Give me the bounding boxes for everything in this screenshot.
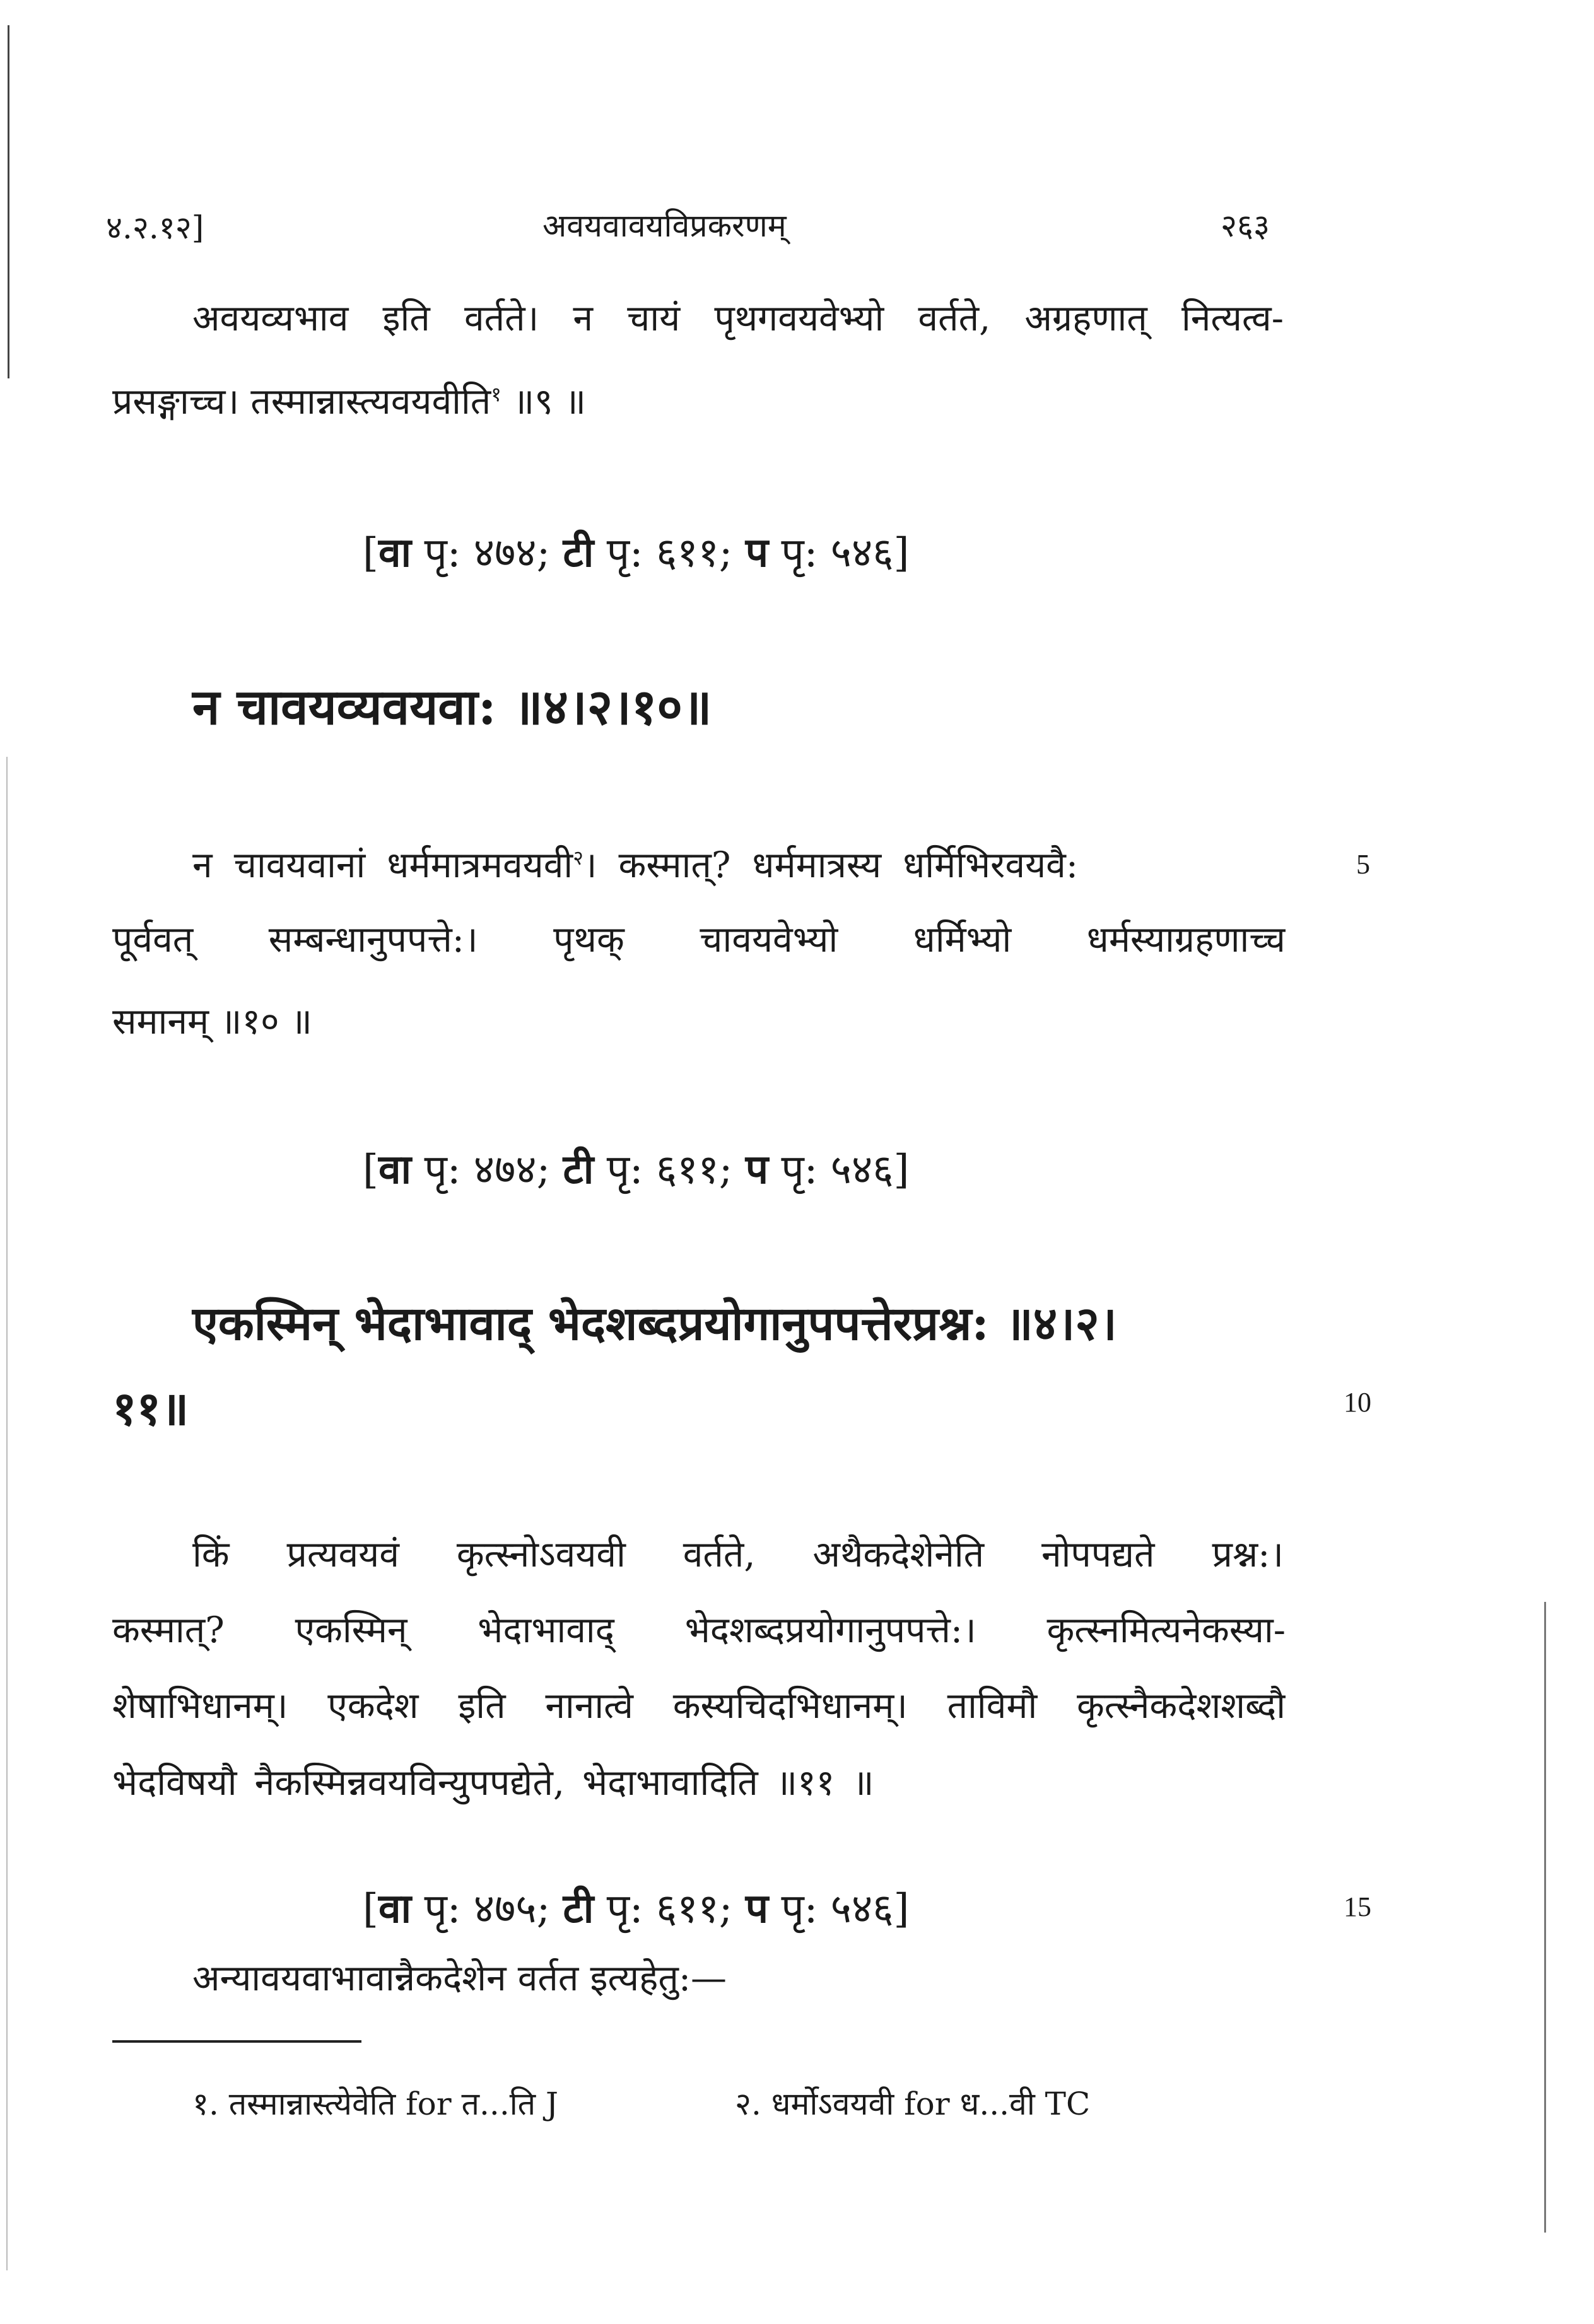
ref-bracket: [	[363, 1147, 378, 1193]
ref-bracket: [	[363, 530, 378, 576]
ref-va-page: पृ: ४७४;	[411, 530, 563, 576]
scan-edge-left-lower	[6, 757, 8, 2270]
commentary-para3-line4: भेदविषयौ नैकस्मिन्नवयविन्युपपद्येते, भेदाभावादिति ॥११ ॥	[112, 1762, 874, 1804]
running-header-section: ४.२.१२]	[106, 209, 204, 246]
ref-va: वा	[378, 529, 412, 576]
commentary-para1-line2	[112, 375, 586, 424]
ref-pa-page: पृ: ५४६]	[768, 530, 910, 576]
ref-pa-page: पृ: ५४६]	[768, 1147, 910, 1193]
page-number: २६३	[1221, 207, 1270, 244]
sutra-11-line2: ११॥	[112, 1382, 189, 1436]
ref-pa: प	[745, 529, 769, 576]
sutra-10: न चावयव्यवयवा: ॥४।२।१०॥	[192, 679, 712, 736]
ref-ti: टी	[563, 529, 594, 576]
commentary-para1-line1: अवयव्यभाव इति वर्तते। न चायं पृथगवयवेभ्यो वर्तते, अग्रहणात् नित्यत्व-	[192, 298, 1284, 339]
footnote-1: १. तस्मान्नास्त्येवेति for त...ति J	[192, 2086, 559, 2122]
commentary-para4-line1: अन्यावयवाभावान्नैकदेशेन वर्तत इत्यहेतु:—	[192, 1958, 727, 1999]
reference-line-3	[363, 1879, 909, 1934]
ref-va: वा	[378, 1146, 412, 1193]
ref-va-page: पृ: ४७४;	[411, 1147, 563, 1193]
commentary-para2-line2: पूर्ववत् सम्बन्धानुपपत्ते:। पृथक् चावयवेभ्यो धर्मिभ्यो धर्मस्याग्रहणाच्च	[112, 919, 1286, 961]
para2-line1-text: न चावयवानां धर्ममात्रमवयवी	[192, 844, 573, 886]
ref-pa-page: पृ: ५४६]	[768, 1886, 910, 1932]
footnote-marker-1: १	[491, 382, 501, 406]
ref-ti-page: पृ: ६११;	[594, 1147, 746, 1193]
sutra-11-line1: एकस्मिन् भेदाभावाद् भेदशब्दप्रयोगानुपपत्तेरप्रश्न: ॥४।२।	[192, 1297, 1117, 1351]
reference-line-1	[363, 523, 909, 578]
para1-line2-end: ॥९ ॥	[501, 381, 587, 423]
scan-edge-right	[1544, 1602, 1546, 2233]
line-number-15: 15	[1344, 1891, 1371, 1922]
line-number-5: 5	[1356, 849, 1370, 880]
ref-bracket: [	[363, 1886, 378, 1932]
ref-pa: प	[745, 1146, 769, 1193]
commentary-para2-line1	[192, 839, 1284, 888]
commentary-para3-line2: कस्मात्? एकस्मिन् भेदाभावाद् भेदशब्दप्रयोगानुपपत्ते:। कृत्स्नमित्यनेकस्या-	[112, 1609, 1286, 1651]
scan-edge-left	[8, 25, 9, 378]
ref-pa: प	[745, 1885, 769, 1932]
ref-ti: टी	[563, 1146, 594, 1193]
ref-ti-page: पृ: ६११;	[594, 1886, 746, 1932]
commentary-para3-line3: शेषाभिधानम्। एकदेश इति नानात्वे कस्यचिदभिधानम्। ताविमौ कृत्स्नैकदेशशब्दौ	[112, 1685, 1286, 1727]
commentary-para2-line3: समानम् ॥१० ॥	[112, 1001, 312, 1042]
ref-ti-page: पृ: ६११;	[594, 530, 746, 576]
ref-va: वा	[378, 1885, 412, 1932]
line-number-10: 10	[1344, 1387, 1371, 1418]
para1-line2-text: प्रसङ्गाच्च। तस्मान्नास्त्यवयवीति	[112, 381, 491, 423]
running-header-title: अवयवावयविप्रकरणम्	[542, 207, 787, 244]
commentary-para3-line1: किं प्रत्यवयवं कृत्स्नोऽवयवी वर्तते, अथैकदेशेनेति नोपपद्यते प्रश्न:।	[192, 1534, 1284, 1575]
reference-line-2	[363, 1140, 909, 1195]
footnote-2: २. धर्मोऽवयवी for ध...वी TC	[735, 2086, 1091, 2122]
footnote-rule	[112, 2040, 361, 2043]
ref-va-page: पृ: ४७५;	[411, 1886, 563, 1932]
footnote-marker-2: २	[573, 846, 583, 870]
ref-ti: टी	[563, 1885, 594, 1932]
para2-line1-rest: । कस्मात्? धर्ममात्रस्य धर्मिभिरवयवै:	[583, 844, 1079, 886]
